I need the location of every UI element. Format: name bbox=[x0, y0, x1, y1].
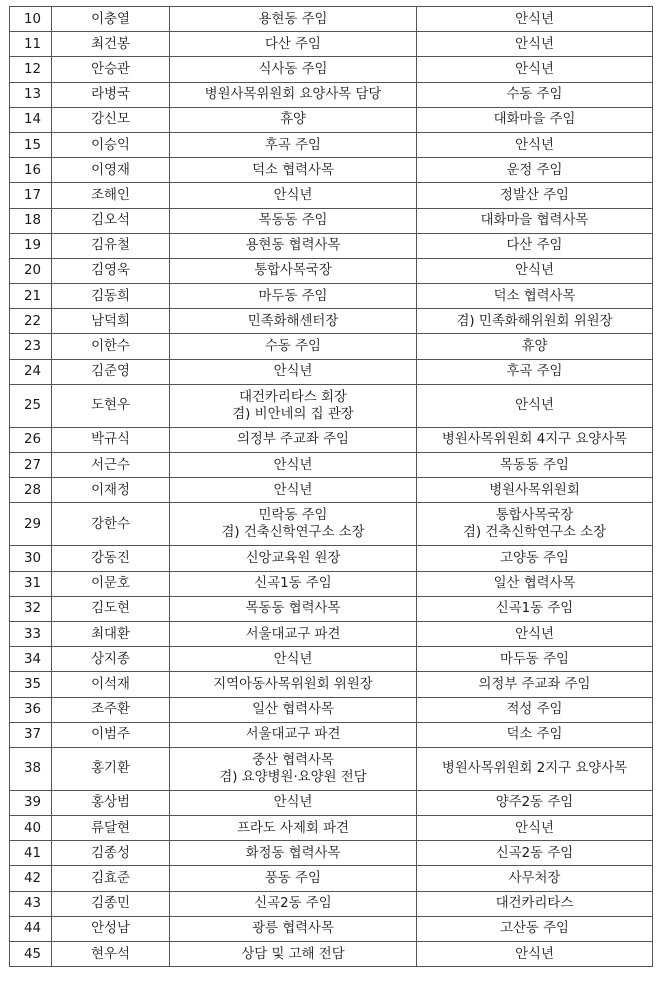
priest-name-cell: 안승관 bbox=[52, 57, 170, 82]
current-post-line: 신앙교육원 원장 bbox=[245, 550, 341, 566]
table-row bbox=[10, 841, 653, 866]
current-post-cell bbox=[170, 132, 417, 157]
table-row bbox=[10, 672, 653, 697]
current-post-line: 대건카리타스 회장 bbox=[239, 389, 347, 405]
new-post-cell bbox=[417, 359, 653, 384]
priest-name-cell: 홍상범 bbox=[52, 790, 170, 815]
current-post-cell bbox=[170, 672, 417, 697]
priest-name-cell: 강동진 bbox=[52, 546, 170, 571]
table-row bbox=[10, 478, 653, 503]
row-number-cell: 15 bbox=[10, 132, 52, 157]
current-post-cell bbox=[170, 596, 417, 621]
row-number-cell: 21 bbox=[10, 284, 52, 309]
row-number-cell: 40 bbox=[10, 816, 52, 841]
new-post-cell bbox=[417, 334, 653, 359]
new-post-line: 겸) 민족화해위원회 위원장 bbox=[456, 313, 613, 329]
current-post-line: 병원사목위원회 요양사목 담당 bbox=[204, 87, 382, 103]
priest-name-cell: 강한수 bbox=[52, 503, 170, 546]
current-post-cell bbox=[170, 384, 417, 427]
new-post-cell bbox=[417, 158, 653, 183]
new-post-cell bbox=[417, 916, 653, 941]
new-post-line: 안식년 bbox=[515, 137, 554, 153]
current-post-line: 풍동 주임 bbox=[265, 871, 321, 887]
row-number-cell: 35 bbox=[10, 672, 52, 697]
current-post-line: 민락동 주임 bbox=[258, 508, 328, 524]
row-number-cell: 45 bbox=[10, 942, 52, 967]
priest-name-cell: 남덕희 bbox=[52, 309, 170, 334]
new-post-cell bbox=[417, 571, 653, 596]
new-post-cell bbox=[417, 596, 653, 621]
table-row bbox=[10, 916, 653, 941]
new-post-cell bbox=[417, 747, 653, 790]
current-post-line: 겸) 건축신학연구소 소장 bbox=[221, 525, 365, 541]
new-post-cell bbox=[417, 453, 653, 478]
current-post-line: 신곡2동 주임 bbox=[254, 896, 332, 912]
priest-name-cell: 조해인 bbox=[52, 183, 170, 208]
row-number-cell: 43 bbox=[10, 891, 52, 916]
new-post-line: 의정부 주교좌 주임 bbox=[478, 676, 591, 692]
current-post-line: 상담 및 고해 전담 bbox=[241, 946, 345, 962]
current-post-cell bbox=[170, 841, 417, 866]
new-post-cell bbox=[417, 183, 653, 208]
current-post-line: 의정부 주교좌 주임 bbox=[237, 432, 349, 448]
current-post-cell bbox=[170, 866, 417, 891]
current-post-line: 안식년 bbox=[273, 364, 313, 380]
new-post-cell bbox=[417, 722, 653, 747]
row-number-cell: 27 bbox=[10, 453, 52, 478]
table-row bbox=[10, 546, 653, 571]
current-post-cell bbox=[170, 942, 417, 967]
current-post-cell bbox=[170, 183, 417, 208]
new-post-line: 대건카리타스 bbox=[495, 896, 574, 912]
current-post-line: 안식년 bbox=[273, 457, 313, 473]
table-row bbox=[10, 334, 653, 359]
table-row bbox=[10, 359, 653, 384]
priest-name-cell: 서근수 bbox=[52, 453, 170, 478]
row-number-cell: 36 bbox=[10, 697, 52, 722]
new-post-line: 대화마을 주임 bbox=[493, 112, 576, 128]
table-row bbox=[10, 284, 653, 309]
priest-name-cell: 강신모 bbox=[52, 107, 170, 132]
table-row bbox=[10, 621, 653, 646]
row-number-cell: 44 bbox=[10, 916, 52, 941]
table-row bbox=[10, 453, 653, 478]
table-row bbox=[10, 384, 653, 427]
table-row bbox=[10, 158, 653, 183]
new-post-cell bbox=[417, 208, 653, 233]
table-row bbox=[10, 571, 653, 596]
table-row bbox=[10, 891, 653, 916]
new-post-cell bbox=[417, 672, 653, 697]
table-row bbox=[10, 503, 653, 546]
new-post-cell bbox=[417, 258, 653, 283]
current-post-line: 서울대교구 파견 bbox=[245, 727, 341, 743]
new-post-line: 대화마을 협력사목 bbox=[480, 213, 589, 229]
current-post-cell bbox=[170, 82, 417, 107]
current-post-cell bbox=[170, 697, 417, 722]
priest-name-cell: 라병국 bbox=[52, 82, 170, 107]
current-post-cell bbox=[170, 478, 417, 503]
new-post-cell bbox=[417, 384, 653, 427]
table-row bbox=[10, 596, 653, 621]
row-number-cell: 38 bbox=[10, 747, 52, 790]
new-post-cell bbox=[417, 132, 653, 157]
table-row bbox=[10, 233, 653, 258]
current-post-cell bbox=[170, 503, 417, 546]
priest-name-cell: 김도현 bbox=[52, 596, 170, 621]
new-post-cell bbox=[417, 82, 653, 107]
new-post-line: 목동동 주임 bbox=[500, 457, 569, 473]
current-post-cell bbox=[170, 722, 417, 747]
new-post-cell bbox=[417, 7, 653, 32]
priest-name-cell: 도현우 bbox=[52, 384, 170, 427]
current-post-cell bbox=[170, 546, 417, 571]
new-post-line: 안식년 bbox=[515, 820, 554, 836]
new-post-line: 통합사목국장 bbox=[495, 508, 574, 524]
current-post-cell bbox=[170, 647, 417, 672]
appointment-table-body bbox=[10, 7, 653, 967]
row-number-cell: 26 bbox=[10, 427, 52, 452]
table-row bbox=[10, 107, 653, 132]
priest-name-cell: 안성남 bbox=[52, 916, 170, 941]
current-post-cell bbox=[170, 621, 417, 646]
current-post-line: 민족화해센터장 bbox=[247, 313, 339, 329]
new-post-line: 병원사목위원회 bbox=[489, 482, 580, 498]
row-number-cell: 10 bbox=[10, 7, 52, 32]
current-post-cell bbox=[170, 427, 417, 452]
new-post-line: 운정 주임 bbox=[506, 162, 563, 178]
current-post-line: 겸) 요양병원·요양원 전담 bbox=[219, 769, 367, 785]
current-post-line: 다산 주임 bbox=[265, 36, 321, 52]
new-post-line: 다산 주임 bbox=[506, 238, 563, 254]
row-number-cell: 28 bbox=[10, 478, 52, 503]
new-post-cell bbox=[417, 866, 653, 891]
new-post-cell bbox=[417, 697, 653, 722]
new-post-cell bbox=[417, 503, 653, 546]
priest-name-cell: 최건봉 bbox=[52, 32, 170, 57]
priest-name-cell: 현우석 bbox=[52, 942, 170, 967]
current-post-cell bbox=[170, 258, 417, 283]
row-number-cell: 37 bbox=[10, 722, 52, 747]
new-post-cell bbox=[417, 841, 653, 866]
priest-name-cell: 이영재 bbox=[52, 158, 170, 183]
priest-name-cell: 이한수 bbox=[52, 334, 170, 359]
priest-name-cell: 이충열 bbox=[52, 7, 170, 32]
new-post-line: 수동 주임 bbox=[506, 87, 563, 103]
new-post-cell bbox=[417, 32, 653, 57]
new-post-line: 안식년 bbox=[515, 61, 554, 77]
current-post-line: 용현동 주임 bbox=[258, 11, 328, 27]
row-number-cell: 29 bbox=[10, 503, 52, 546]
table-row bbox=[10, 697, 653, 722]
new-post-line: 적성 주임 bbox=[506, 702, 563, 718]
new-post-cell bbox=[417, 233, 653, 258]
current-post-cell bbox=[170, 816, 417, 841]
row-number-cell: 42 bbox=[10, 866, 52, 891]
priest-name-cell: 김종성 bbox=[52, 841, 170, 866]
current-post-cell bbox=[170, 747, 417, 790]
row-number-cell: 23 bbox=[10, 334, 52, 359]
current-post-cell bbox=[170, 571, 417, 596]
priest-name-cell: 김종민 bbox=[52, 891, 170, 916]
new-post-line: 안식년 bbox=[515, 946, 554, 962]
new-post-cell bbox=[417, 816, 653, 841]
row-number-cell: 24 bbox=[10, 359, 52, 384]
new-post-line: 안식년 bbox=[515, 626, 554, 642]
table-row bbox=[10, 82, 653, 107]
new-post-line: 고산동 주임 bbox=[500, 921, 569, 937]
current-post-line: 수동 주임 bbox=[265, 339, 321, 355]
new-post-line: 안식년 bbox=[515, 263, 554, 279]
current-post-line: 안식년 bbox=[273, 651, 313, 667]
row-number-cell: 18 bbox=[10, 208, 52, 233]
new-post-line: 안식년 bbox=[515, 11, 554, 27]
row-number-cell: 33 bbox=[10, 621, 52, 646]
row-number-cell: 41 bbox=[10, 841, 52, 866]
priest-name-cell: 김영욱 bbox=[52, 258, 170, 283]
new-post-line: 신곡2동 주임 bbox=[495, 845, 574, 861]
new-post-line: 후곡 주임 bbox=[506, 364, 563, 380]
table-row bbox=[10, 132, 653, 157]
current-post-cell bbox=[170, 284, 417, 309]
current-post-cell bbox=[170, 57, 417, 82]
current-post-line: 안식년 bbox=[273, 187, 313, 203]
row-number-cell: 11 bbox=[10, 32, 52, 57]
new-post-line: 신곡1동 주임 bbox=[495, 601, 574, 617]
new-post-line: 정발산 주임 bbox=[500, 187, 569, 203]
current-post-line: 일산 협력사목 bbox=[252, 702, 334, 718]
row-number-cell: 22 bbox=[10, 309, 52, 334]
current-post-line: 광릉 협력사목 bbox=[252, 921, 334, 937]
current-post-cell bbox=[170, 107, 417, 132]
priest-name-cell: 김준영 bbox=[52, 359, 170, 384]
row-number-cell: 39 bbox=[10, 790, 52, 815]
current-post-line: 겸) 비안네의 집 관장 bbox=[232, 406, 354, 422]
new-post-line: 안식년 bbox=[515, 398, 554, 414]
table-row bbox=[10, 747, 653, 790]
priest-name-cell: 류달현 bbox=[52, 816, 170, 841]
table-row bbox=[10, 722, 653, 747]
new-post-cell bbox=[417, 621, 653, 646]
row-number-cell: 34 bbox=[10, 647, 52, 672]
new-post-line: 휴양 bbox=[521, 339, 548, 355]
new-post-line: 병원사목위원회 2지구 요양사목 bbox=[441, 761, 628, 777]
new-post-line: 안식년 bbox=[515, 36, 554, 52]
row-number-cell: 16 bbox=[10, 158, 52, 183]
current-post-cell bbox=[170, 233, 417, 258]
new-post-cell bbox=[417, 647, 653, 672]
current-post-cell bbox=[170, 334, 417, 359]
current-post-cell bbox=[170, 208, 417, 233]
current-post-line: 휴양 bbox=[280, 112, 306, 128]
new-post-cell bbox=[417, 891, 653, 916]
current-post-line: 프라도 사제회 파견 bbox=[237, 820, 349, 836]
current-post-line: 중산 협력사목 bbox=[252, 752, 334, 768]
current-post-cell bbox=[170, 309, 417, 334]
current-post-line: 안식년 bbox=[273, 482, 313, 498]
priest-name-cell: 박규식 bbox=[52, 427, 170, 452]
priest-name-cell: 이석재 bbox=[52, 672, 170, 697]
new-post-cell bbox=[417, 309, 653, 334]
priest-name-cell: 이승익 bbox=[52, 132, 170, 157]
priest-name-cell: 김오석 bbox=[52, 208, 170, 233]
appointment-table bbox=[9, 6, 653, 967]
row-number-cell: 13 bbox=[10, 82, 52, 107]
new-post-line: 사무처장 bbox=[508, 871, 561, 887]
new-post-cell bbox=[417, 790, 653, 815]
current-post-cell bbox=[170, 359, 417, 384]
table-row bbox=[10, 57, 653, 82]
current-post-line: 서울대교구 파견 bbox=[245, 626, 341, 642]
current-post-line: 마두동 주임 bbox=[258, 288, 328, 304]
table-row bbox=[10, 32, 653, 57]
current-post-cell bbox=[170, 891, 417, 916]
row-number-cell: 20 bbox=[10, 258, 52, 283]
new-post-line: 겸) 건축신학연구소 소장 bbox=[462, 525, 607, 541]
row-number-cell: 19 bbox=[10, 233, 52, 258]
new-post-cell bbox=[417, 478, 653, 503]
table-row bbox=[10, 790, 653, 815]
new-post-cell bbox=[417, 546, 653, 571]
current-post-line: 덕소 협력사목 bbox=[252, 162, 334, 178]
table-row bbox=[10, 7, 653, 32]
current-post-line: 후곡 주임 bbox=[265, 137, 321, 153]
new-post-line: 고양동 주임 bbox=[500, 550, 569, 566]
table-row bbox=[10, 427, 653, 452]
current-post-line: 식사동 주임 bbox=[258, 61, 328, 77]
row-number-cell: 31 bbox=[10, 571, 52, 596]
current-post-cell bbox=[170, 790, 417, 815]
current-post-line: 목동동 협력사목 bbox=[245, 601, 341, 617]
current-post-cell bbox=[170, 7, 417, 32]
current-post-line: 안식년 bbox=[273, 795, 313, 811]
current-post-line: 통합사목국장 bbox=[254, 263, 332, 279]
priest-name-cell: 조주환 bbox=[52, 697, 170, 722]
new-post-line: 덕소 주임 bbox=[506, 727, 563, 743]
row-number-cell: 25 bbox=[10, 384, 52, 427]
new-post-cell bbox=[417, 427, 653, 452]
new-post-line: 덕소 협력사목 bbox=[493, 288, 576, 304]
row-number-cell: 30 bbox=[10, 546, 52, 571]
table-row bbox=[10, 866, 653, 891]
current-post-line: 신곡1동 주임 bbox=[254, 576, 332, 592]
table-row bbox=[10, 208, 653, 233]
priest-name-cell: 상지종 bbox=[52, 647, 170, 672]
current-post-cell bbox=[170, 916, 417, 941]
table-row bbox=[10, 183, 653, 208]
table-row bbox=[10, 942, 653, 967]
table-row bbox=[10, 258, 653, 283]
new-post-line: 일산 협력사목 bbox=[493, 576, 576, 592]
row-number-cell: 12 bbox=[10, 57, 52, 82]
new-post-line: 병원사목위원회 4지구 요양사목 bbox=[441, 432, 628, 448]
priest-name-cell: 이재정 bbox=[52, 478, 170, 503]
current-post-line: 지역아동사목위원회 위원장 bbox=[213, 676, 373, 692]
new-post-cell bbox=[417, 284, 653, 309]
current-post-cell bbox=[170, 32, 417, 57]
new-post-cell bbox=[417, 57, 653, 82]
current-post-line: 목동동 주임 bbox=[258, 213, 328, 229]
current-post-line: 용현동 협력사목 bbox=[245, 238, 341, 254]
new-post-line: 양주2동 주임 bbox=[495, 795, 574, 811]
priest-name-cell: 김효준 bbox=[52, 866, 170, 891]
priest-name-cell: 최대환 bbox=[52, 621, 170, 646]
table-row bbox=[10, 816, 653, 841]
priest-name-cell: 이범주 bbox=[52, 722, 170, 747]
row-number-cell: 17 bbox=[10, 183, 52, 208]
new-post-line: 마두동 주임 bbox=[500, 651, 569, 667]
priest-name-cell: 김동희 bbox=[52, 284, 170, 309]
row-number-cell: 32 bbox=[10, 596, 52, 621]
priest-name-cell: 홍기환 bbox=[52, 747, 170, 790]
row-number-cell: 14 bbox=[10, 107, 52, 132]
priest-name-cell: 이문호 bbox=[52, 571, 170, 596]
new-post-cell bbox=[417, 942, 653, 967]
current-post-cell bbox=[170, 453, 417, 478]
new-post-cell bbox=[417, 107, 653, 132]
current-post-line: 화정동 협력사목 bbox=[245, 845, 341, 861]
priest-name-cell: 김유철 bbox=[52, 233, 170, 258]
current-post-cell bbox=[170, 158, 417, 183]
table-row bbox=[10, 309, 653, 334]
table-row bbox=[10, 647, 653, 672]
